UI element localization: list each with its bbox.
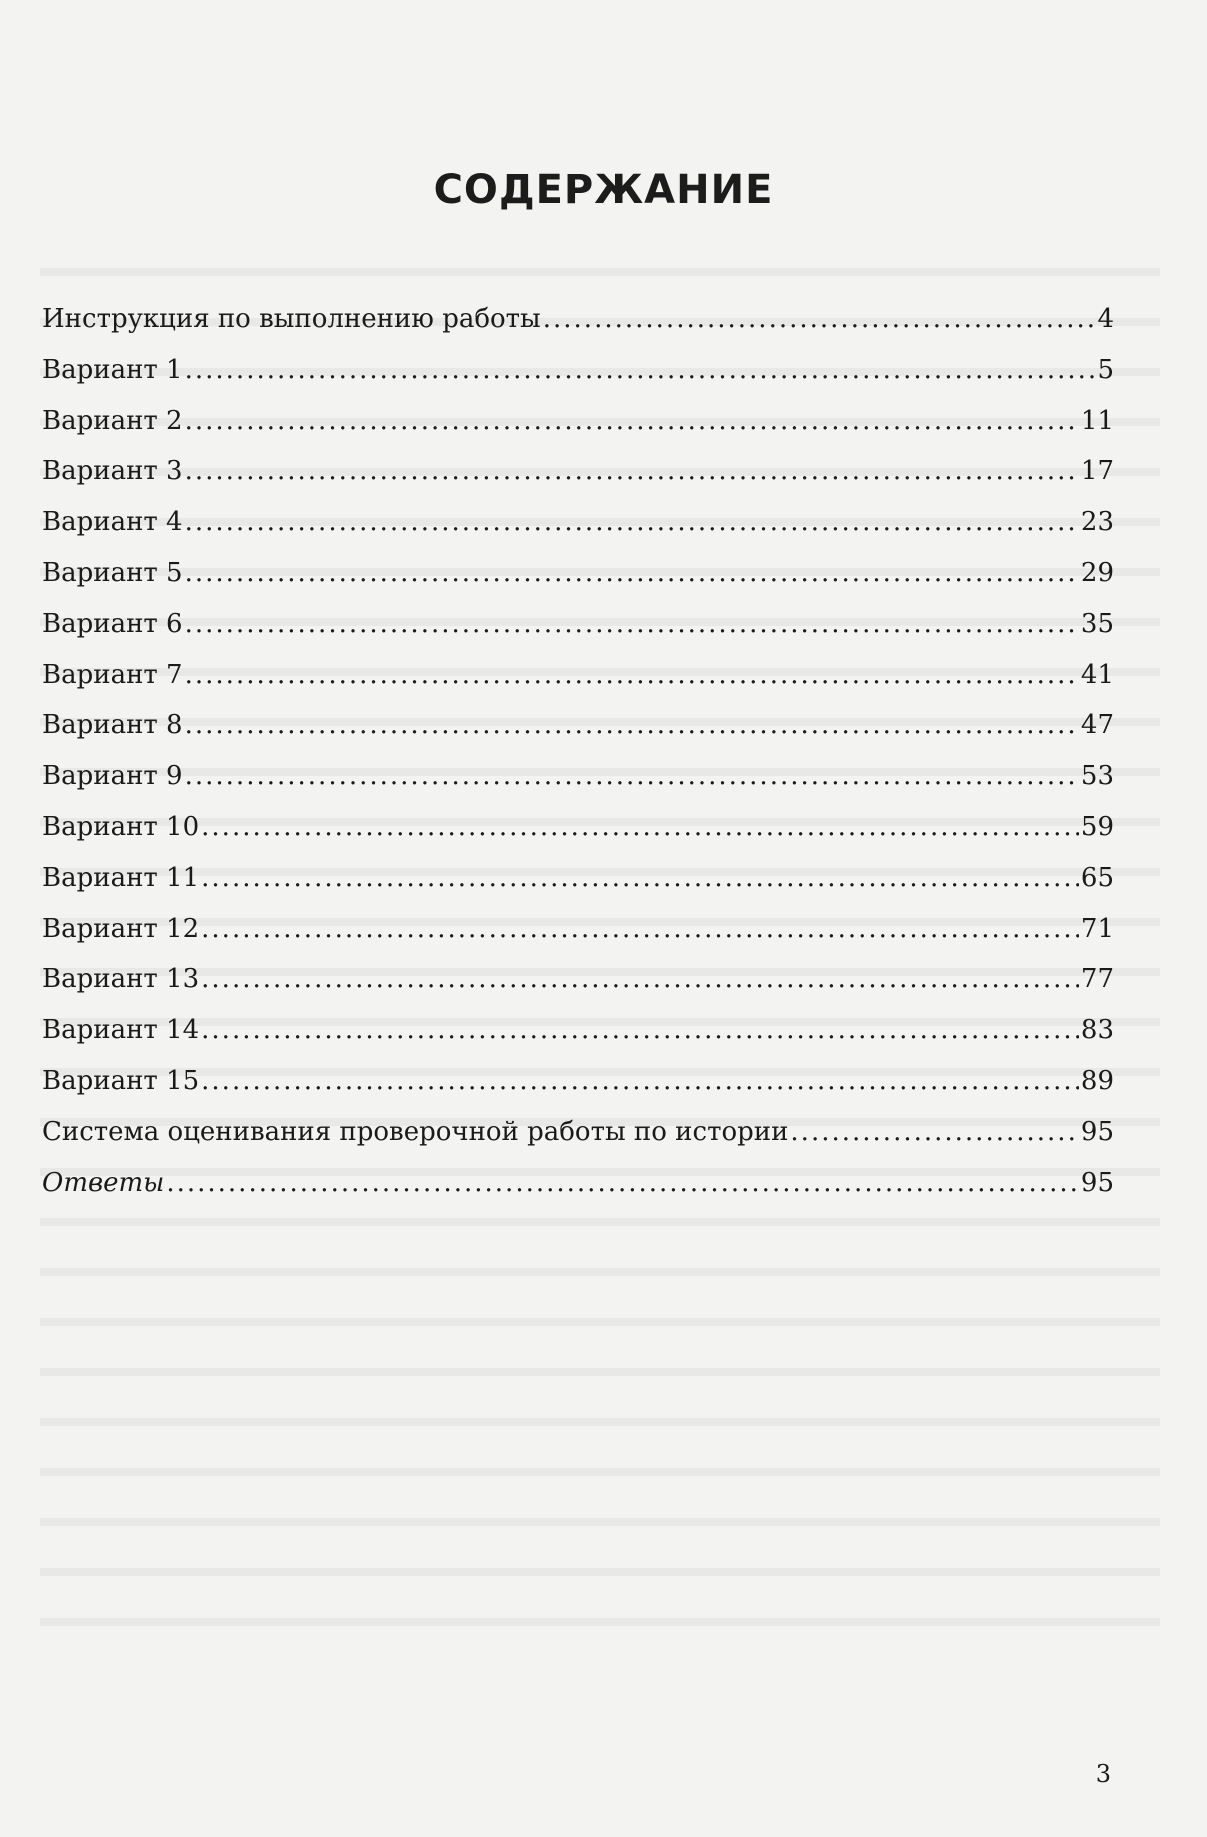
toc-entry-page: 23: [1080, 507, 1114, 538]
toc-entry-label: Вариант 4: [42, 507, 183, 538]
toc-entry-page: 47: [1080, 710, 1114, 741]
toc-entry-page: 65: [1080, 862, 1114, 893]
toc-entry-page: 35: [1080, 608, 1114, 639]
page-title: СОДЕРЖАНИЕ: [433, 166, 774, 213]
toc-entry-label: Ответы: [42, 1167, 165, 1198]
toc-entry-page: 83: [1080, 1015, 1114, 1046]
toc-dot-leader: [790, 1115, 1078, 1149]
toc-entry: [42, 759, 1114, 810]
toc-entry-label: Вариант 2: [42, 405, 183, 436]
toc-dot-leader: [201, 861, 1079, 895]
toc-entry-page: 71: [1080, 913, 1114, 944]
toc-entry-page: 95: [1080, 1116, 1114, 1147]
toc-entry: [42, 1064, 1114, 1115]
toc-entry-label: Вариант 12: [42, 913, 200, 944]
toc-dot-leader: [201, 1064, 1079, 1098]
toc-entry-label: Вариант 7: [42, 659, 183, 690]
toc-entry: [42, 810, 1114, 861]
toc-entry: [42, 556, 1114, 607]
toc-dot-leader: [185, 404, 1079, 438]
toc-entry: [42, 861, 1114, 912]
toc-dot-leader: [185, 759, 1079, 793]
toc-entry-label: Вариант 5: [42, 557, 183, 588]
toc-entry: [42, 505, 1114, 556]
toc-entry: [42, 912, 1114, 963]
toc-entry-page: 4: [1097, 304, 1114, 334]
toc-dot-leader: [185, 607, 1079, 641]
toc-dot-leader: [543, 302, 1096, 336]
toc-entry: [42, 404, 1114, 455]
toc-entry-page: 53: [1080, 761, 1114, 792]
toc-dot-leader: [185, 708, 1079, 742]
toc-dot-leader: [185, 658, 1079, 692]
toc-entry: [42, 1115, 1114, 1166]
toc-entry-label: Вариант 8: [42, 710, 183, 741]
toc-entry-page: 29: [1080, 557, 1114, 588]
toc-entry: [42, 302, 1114, 353]
toc-entry: [42, 708, 1114, 759]
toc-dot-leader: [201, 810, 1079, 844]
toc-entry: [42, 1166, 1114, 1217]
toc-entry: [42, 353, 1114, 404]
toc-entry-label: Вариант 3: [42, 456, 183, 487]
toc-dot-leader: [185, 353, 1096, 387]
table-of-contents: [42, 302, 1114, 1216]
toc-entry-page: 41: [1080, 659, 1114, 690]
toc-entry: [42, 1013, 1114, 1064]
page-number: 3: [1095, 1760, 1111, 1788]
toc-entry-label: Вариант 14: [42, 1015, 200, 1046]
toc-entry-page: 11: [1080, 405, 1114, 436]
toc-dot-leader: [201, 912, 1079, 946]
toc-entry: [42, 658, 1114, 709]
toc-entry-page: 17: [1080, 456, 1114, 487]
toc-entry: [42, 454, 1114, 505]
toc-entry-page: 95: [1080, 1167, 1114, 1198]
toc-entry-label: Вариант 10: [42, 811, 200, 842]
toc-entry-page: 89: [1080, 1065, 1114, 1096]
toc-entry-label: Инструкция по выполнению работы: [42, 304, 541, 334]
toc-dot-leader: [201, 1013, 1079, 1047]
toc-entry-label: Вариант 15: [42, 1065, 200, 1096]
toc-entry-page: 5: [1097, 354, 1114, 385]
toc-dot-leader: [201, 962, 1079, 996]
toc-entry: [42, 962, 1114, 1013]
toc-entry-label: Вариант 6: [42, 608, 183, 639]
toc-dot-leader: [166, 1166, 1079, 1200]
toc-entry-label: Вариант 11: [42, 862, 200, 893]
toc-entry: [42, 607, 1114, 658]
toc-dot-leader: [185, 454, 1079, 488]
toc-entry-label: Вариант 13: [42, 964, 200, 995]
toc-entry-page: 59: [1080, 811, 1114, 842]
toc-entry-page: 77: [1080, 964, 1114, 995]
toc-dot-leader: [185, 505, 1079, 539]
toc-entry-label: Система оценивания проверочной работы по истории: [42, 1116, 789, 1147]
toc-dot-leader: [185, 556, 1079, 590]
toc-entry-label: Вариант 1: [42, 354, 183, 385]
toc-entry-label: Вариант 9: [42, 761, 183, 792]
